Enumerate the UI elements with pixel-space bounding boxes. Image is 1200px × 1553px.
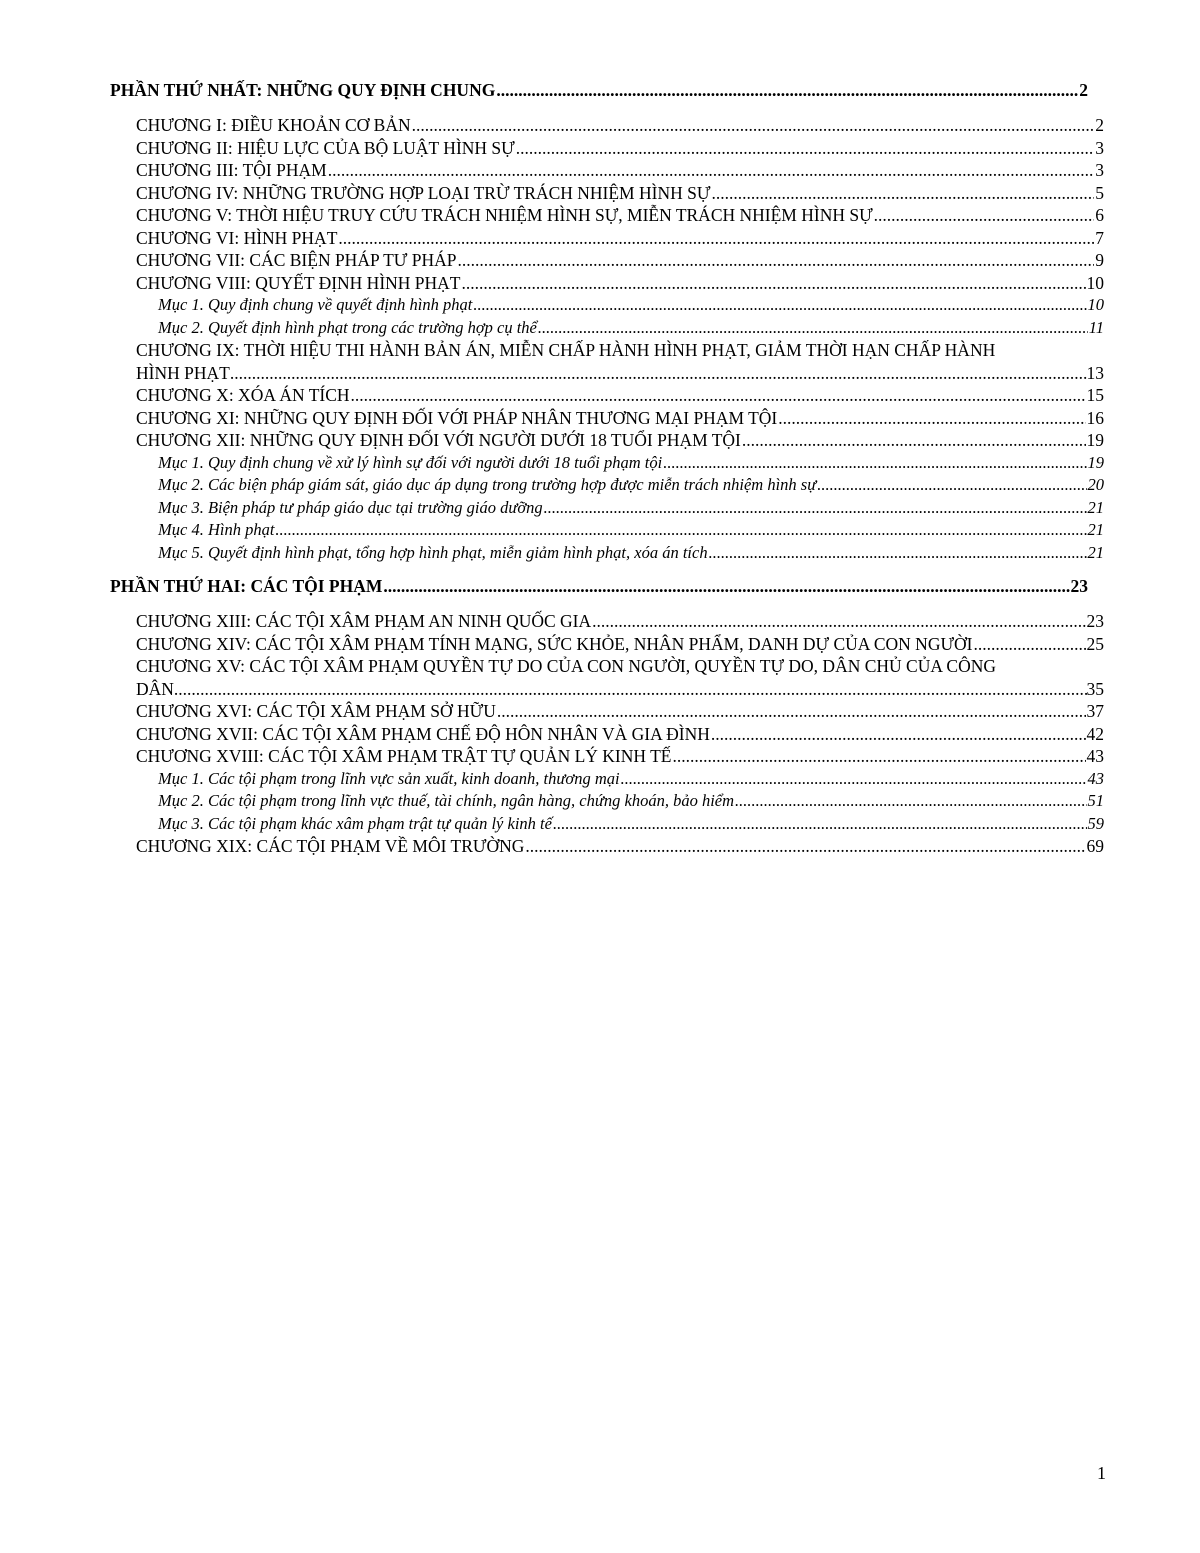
toc-page-number: 21 (1087, 497, 1104, 517)
toc-page-number: 21 (1087, 542, 1104, 562)
toc-page-number: 21 (1087, 520, 1104, 539)
toc-entry-title: CHƯƠNG XIII: CÁC TỘI XÂM PHẠM AN NINH QUỐC GIA (136, 611, 592, 631)
toc-entry-title: Mục 3. Biện pháp tư pháp giáo dục tại trường giáo dưỡng (158, 497, 543, 517)
table-of-contents (110, 78, 1104, 858)
toc-entry-title: Mục 1. Quy định chung về quyết định hình phạt (158, 295, 473, 314)
dot-leader (874, 204, 1095, 227)
toc-part-title: PHẦN THỨ HAI: CÁC TỘI PHẠM (110, 576, 383, 596)
toc-entry-title: CHƯƠNG II: HIỆU LỰC CỦA BỘ LUẬT HÌNH SỰ (136, 137, 515, 158)
toc-page-number: 23 (1086, 611, 1104, 631)
toc-page-number: 19 (1087, 452, 1104, 472)
toc-entry-title: CHƯƠNG VII: CÁC BIỆN PHÁP TƯ PHÁP (136, 250, 457, 270)
toc-section-entry[interactable] (158, 452, 1104, 475)
dot-leader (974, 633, 1086, 656)
toc-entry-title: CHƯƠNG XII: NHỮNG QUY ĐỊNH ĐỐI VỚI NGƯỜI DƯỚI 18 TUỔI PHẠM TỘI (136, 430, 741, 450)
toc-page-number: 16 (1086, 407, 1104, 428)
toc-page-number: 9 (1095, 250, 1104, 270)
dot-leader (778, 407, 1085, 430)
toc-entry-title: Mục 3. Các tội phạm khác xâm phạm trật tự quản lý kinh tế (158, 813, 552, 833)
dot-leader (663, 452, 1086, 475)
toc-entry-title: CHƯƠNG VIII: QUYẾT ĐỊNH HÌNH PHẠT (136, 272, 461, 293)
toc-part-title: PHẦN THỨ NHẤT: NHỮNG QUY ĐỊNH CHUNG (110, 80, 496, 100)
dot-leader (496, 78, 1078, 102)
toc-entry-title: CHƯƠNG VI: HÌNH PHẠT (136, 227, 338, 248)
toc-entry-title: Mục 2. Các tội phạm trong lĩnh vực thuế, tài chính, ngân hàng, chứng khoán, bảo hiểm (158, 791, 735, 810)
toc-page-number: 69 (1086, 836, 1104, 856)
toc-page-number: 51 (1087, 791, 1104, 810)
toc-section-entry[interactable] (158, 497, 1104, 520)
dot-leader (338, 227, 1094, 250)
toc-entry-title: Mục 5. Quyết định hình phạt, tổng hợp hình phạt, miễn giảm hình phạt, xóa án tích (158, 542, 708, 562)
toc-entry-title: CHƯƠNG XVII: CÁC TỘI XÂM PHẠM CHẾ ĐỘ HÔN NHÂN VÀ GIA ĐÌNH (136, 723, 710, 744)
toc-page-number: 23 (1070, 576, 1088, 596)
toc-entry-title: Mục 1. Quy định chung về xử lý hình sự đối với người dưới 18 tuổi phạm tội (158, 452, 663, 472)
toc-chapter-entry[interactable] (136, 745, 1104, 768)
toc-page-number: 2 (1079, 80, 1088, 100)
toc-entry-title: CHƯƠNG XIV: CÁC TỘI XÂM PHẠM TÍNH MẠNG, SỨC KHỎE, NHÂN PHẨM, DANH DỰ CỦA CON NGƯỜI (136, 633, 973, 654)
dot-leader (525, 835, 1085, 858)
toc-page-number: 6 (1095, 205, 1104, 225)
toc-chapter-entry[interactable] (136, 227, 1104, 250)
dot-leader (275, 519, 1086, 542)
toc-page-number: 10 (1087, 295, 1104, 314)
toc-section-entry[interactable] (158, 474, 1104, 497)
dot-leader (516, 137, 1095, 160)
toc-chapter-entry-wrapped[interactable] (136, 655, 1104, 700)
dot-leader (458, 249, 1095, 272)
dot-leader (621, 768, 1087, 791)
toc-section-entry[interactable] (158, 519, 1104, 542)
toc-page-number: 10 (1086, 272, 1104, 293)
dot-leader (473, 294, 1086, 317)
toc-entry-title: Mục 4. Hình phạt (158, 520, 275, 539)
dot-leader (817, 474, 1086, 497)
dot-leader (742, 429, 1086, 452)
toc-section-entry[interactable] (158, 790, 1104, 813)
toc-section-entry[interactable] (158, 317, 1104, 340)
toc-page-number: 5 (1095, 182, 1104, 203)
toc-chapter-entry[interactable] (136, 633, 1104, 656)
toc-entry-title: CHƯƠNG XVIII: CÁC TỘI XÂM PHẠM TRẬT TỰ QUẢN LÝ KINH TẾ (136, 746, 672, 766)
dot-leader (383, 574, 1069, 598)
toc-entry-title-line2: HÌNH PHẠT (136, 362, 230, 383)
dot-leader (709, 542, 1087, 565)
dot-leader (672, 745, 1085, 768)
toc-chapter-entry[interactable] (136, 723, 1104, 746)
dot-leader (538, 317, 1088, 340)
dot-leader (328, 159, 1095, 182)
toc-entry-title: CHƯƠNG X: XÓA ÁN TÍCH (136, 385, 350, 405)
toc-entry-title: CHƯƠNG I: ĐIỀU KHOẢN CƠ BẢN (136, 115, 411, 135)
toc-chapter-entry[interactable] (136, 137, 1104, 160)
toc-section-entry[interactable] (158, 813, 1104, 836)
toc-chapter-entry-wrapped[interactable] (136, 339, 1104, 384)
dot-leader (462, 272, 1086, 295)
toc-chapter-entry[interactable] (136, 429, 1104, 452)
toc-page-number: 7 (1095, 227, 1104, 248)
toc-chapter-entry[interactable] (136, 700, 1104, 723)
page-number: 1 (1097, 1463, 1106, 1483)
toc-page-number: 59 (1087, 813, 1104, 833)
toc-entry-title: CHƯƠNG V: THỜI HIỆU TRUY CỨU TRÁCH NHIỆM HÌNH SỰ, MIỄN TRÁCH NHIỆM HÌNH SỰ (136, 205, 873, 225)
toc-page-number: 3 (1095, 137, 1104, 158)
dot-leader (174, 678, 1087, 701)
toc-part-heading[interactable] (110, 574, 1104, 598)
dot-leader (230, 362, 1087, 385)
dot-leader (544, 497, 1087, 520)
toc-chapter-entry[interactable] (136, 407, 1104, 430)
toc-chapter-entry[interactable] (136, 249, 1104, 272)
toc-chapter-entry[interactable] (136, 182, 1104, 205)
dot-leader (711, 182, 1094, 205)
dot-leader (412, 114, 1095, 137)
toc-entry-title: CHƯƠNG IV: NHỮNG TRƯỜNG HỢP LOẠI TRỪ TRÁCH NHIỆM HÌNH SỰ (136, 182, 711, 203)
toc-section-entry[interactable] (158, 294, 1104, 317)
toc-page-number: 2 (1095, 115, 1104, 135)
toc-chapter-entry[interactable] (136, 204, 1104, 227)
toc-chapter-entry[interactable] (136, 114, 1104, 137)
toc-section-entry[interactable] (158, 768, 1104, 791)
toc-page-number: 42 (1086, 723, 1104, 744)
toc-page-number: 25 (1086, 633, 1104, 654)
toc-page-number: 35 (1086, 678, 1104, 699)
dot-leader (351, 384, 1086, 407)
toc-page-number: 19 (1086, 430, 1104, 450)
toc-page-number: 43 (1086, 746, 1104, 766)
toc-page-number: 11 (1088, 317, 1104, 337)
toc-entry-title: Mục 1. Các tội phạm trong lĩnh vực sản xuất, kinh doanh, thương mại (158, 768, 620, 788)
dot-leader (735, 790, 1086, 813)
dot-leader (592, 610, 1085, 633)
toc-page-number: 43 (1087, 768, 1104, 788)
toc-chapter-entry[interactable] (136, 610, 1104, 633)
toc-entry-title: CHƯƠNG XVI: CÁC TỘI XÂM PHẠM SỞ HỮU (136, 701, 496, 721)
toc-page-number: 15 (1086, 385, 1104, 405)
toc-chapter-entry[interactable] (136, 159, 1104, 182)
toc-chapter-entry[interactable] (136, 384, 1104, 407)
toc-entry-title: Mục 2. Các biện pháp giám sát, giáo dục áp dụng trong trường hợp được miễn trách nhiệm hình sự (158, 475, 817, 494)
toc-entry-title: Mục 2. Quyết định hình phạt trong các trường hợp cụ thể (158, 317, 537, 337)
toc-entry-title-line1: CHƯƠNG XV: CÁC TỘI XÂM PHẠM QUYỀN TỰ DO CỦA CON NGƯỜI, QUYỀN TỰ DO, DÂN CHỦ CỦA CÔNG (136, 656, 996, 676)
toc-page-number: 37 (1086, 701, 1104, 721)
toc-page-number: 20 (1087, 475, 1104, 494)
toc-page-number: 13 (1086, 362, 1104, 383)
toc-entry-title: CHƯƠNG III: TỘI PHẠM (136, 160, 327, 180)
toc-chapter-entry[interactable] (136, 272, 1104, 295)
dot-leader (553, 813, 1087, 836)
toc-page-number: 3 (1095, 160, 1104, 180)
toc-entry-title: CHƯƠNG XI: NHỮNG QUY ĐỊNH ĐỐI VỚI PHÁP NHÂN THƯƠNG MẠI PHẠM TỘI (136, 407, 778, 428)
toc-entry-title: CHƯƠNG XIX: CÁC TỘI PHẠM VỀ MÔI TRƯỜNG (136, 836, 525, 856)
toc-part-heading[interactable] (110, 78, 1104, 102)
dot-leader (711, 723, 1086, 746)
toc-section-entry[interactable] (158, 542, 1104, 565)
toc-entry-title-line1: CHƯƠNG IX: THỜI HIỆU THI HÀNH BẢN ÁN, MIỄN CHẤP HÀNH HÌNH PHẠT, GIẢM THỜI HẠN CHẤP HÀNH (136, 340, 996, 360)
toc-chapter-entry[interactable] (136, 835, 1104, 858)
dot-leader (497, 700, 1086, 723)
toc-entry-title-line2: DÂN (136, 678, 174, 699)
